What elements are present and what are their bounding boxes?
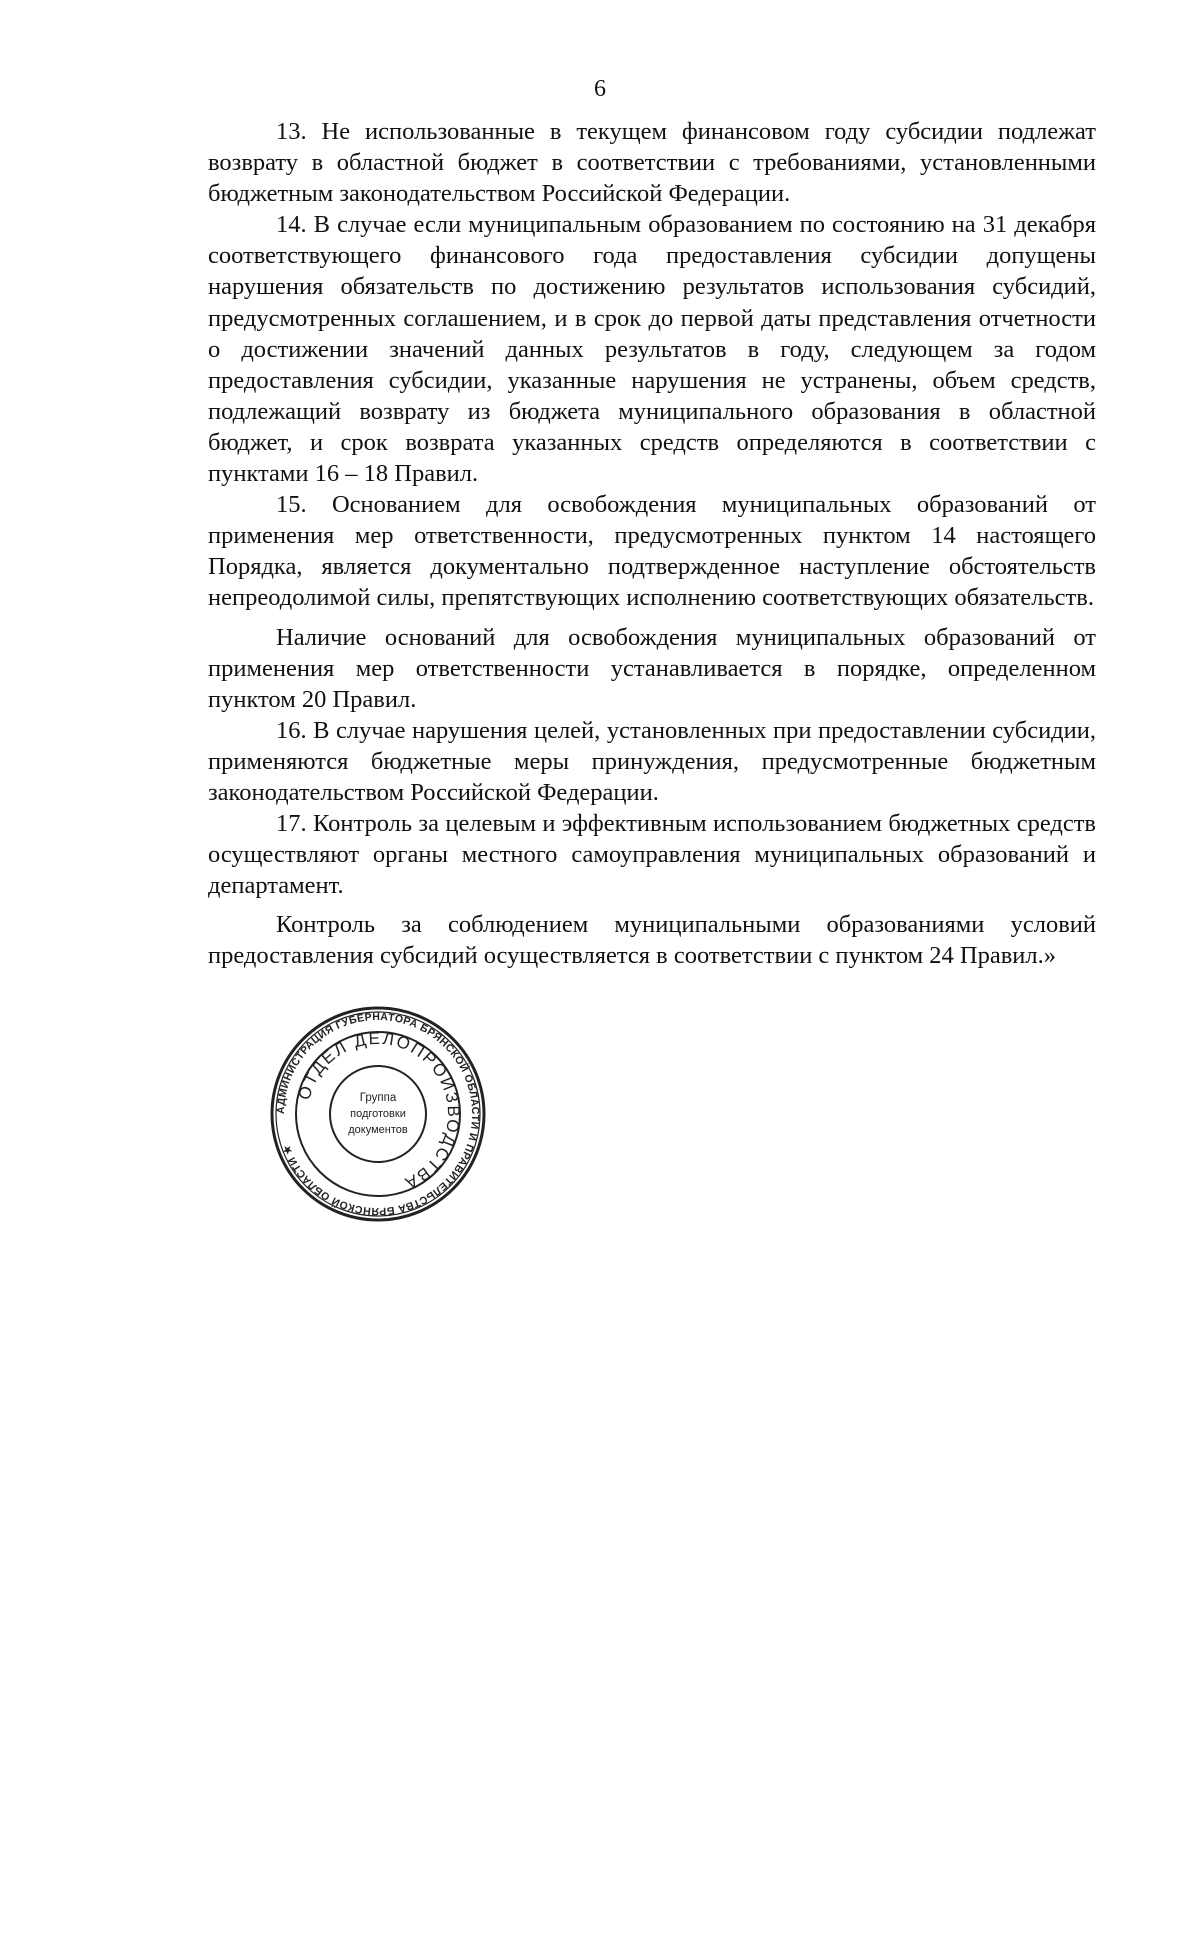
document-body — [208, 116, 1096, 972]
stamp-outer-text: АДМИНИСТРАЦИЯ ГУБЕРНАТОРА БРЯНСКОЙ ОБЛАСТИ И ПРАВИТЕЛЬСТВА БРЯНСКОЙ ОБЛАСТИ ★ — [274, 1010, 482, 1218]
official-stamp — [268, 1004, 488, 1224]
paragraph-15: 15. Основанием для освобождения муниципальных образований от применения мер ответственности, предусмотренных пунктом 14 настоящего Порядка, является документально подтвержденное наступление обстоятельств непреодолимой силы, препятствующих исполнению соответствующих обязательств. — [208, 491, 1096, 612]
stamp-seal-icon — [268, 1004, 488, 1224]
paragraph-17: 17. Контроль за целевым и эффективным использованием бюджетных средств осуществляют органы местного самоуправления муниципальных образований и департамент. — [208, 810, 1096, 900]
stamp-center-line-3: документов — [348, 1124, 408, 1136]
stamp-center-line-2: подготовки — [350, 1108, 406, 1120]
stamp-inner-text: ОТДЕЛ ДЕЛОПРОИЗВОДСТВА — [294, 1028, 464, 1194]
paragraph-17-control: Контроль за соблюдением муниципальными образованиями условий предоставления субсидий осуществляется в соответствии с пунктом 24 Правил.» — [208, 911, 1096, 970]
paragraph-13: 13. Не использованные в текущем финансовом году субсидии подлежат возврату в областной бюджет в соответствии с требованиями, установленными бюджетным законодательством Российской Федерации. — [208, 118, 1096, 208]
paragraph-15-grounds: Наличие оснований для освобождения муниципальных образований от применения мер ответственности устанавливается в порядке, определенном пунктом 20 Правил. — [208, 623, 1096, 713]
paragraph-16: 16. В случае нарушения целей, установленных при предоставлении субсидии, применяются бюджетные меры принуждения, предусмотренные бюджетным законодательством Российской Федерации. — [208, 716, 1096, 806]
page-number: 6 — [594, 76, 606, 102]
stamp-center-line-1: Группа — [359, 1092, 397, 1104]
paragraph-14: 14. В случае если муниципальным образованием по состоянию на 31 декабря соответствующего финансового года предоставления субсидии допущены нарушения обязательств по достижению результатов использования субсидий, предусмотренных соглашением, и в срок до первой даты представления отчетности о достижении значений данных результатов в году, следующем за годом предоставления субсидии, указанные нарушения не устранены, объем средств, подлежащий возврату из бюджета муниципального образования в областной бюджет, и срок возврата указанных средств определяются в соответствии с пунктами 16 – 18 Правил. — [208, 211, 1096, 488]
